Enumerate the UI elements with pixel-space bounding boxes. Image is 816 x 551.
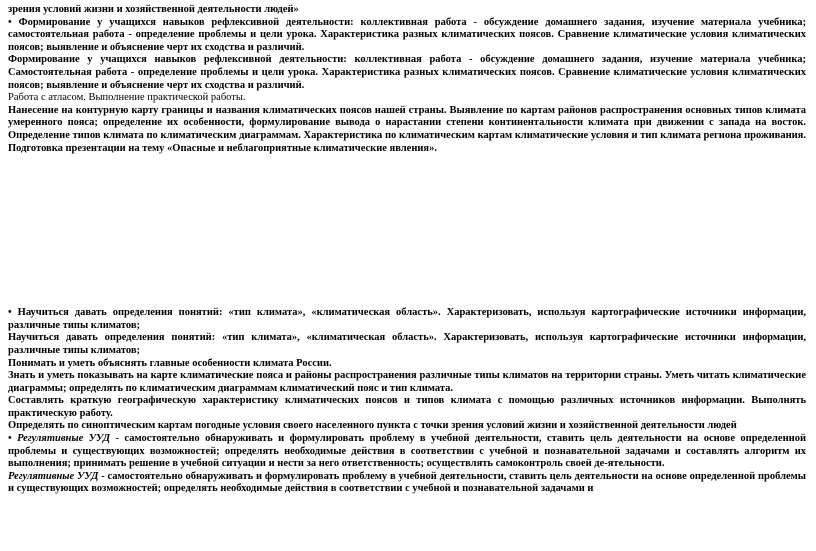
paragraph-text: Формирование у учащихся навыков рефлексивной деятельности: коллективная работа - обсуждение домашнего задания, изучение материала учебника; самостоятельная работа - определение проблемы и цели урока. Характеристика разных климатических поясов.	[8, 16, 807, 41]
paragraph-regulyativnye-uud-2	[8, 471, 806, 496]
paragraph-rabota-s-atlasom	[8, 92, 806, 105]
paragraph-text: Нанесение на контурную карту границы и названия климатических поясов нашей страны. Выявление по картам районов распространения основных типов климата умеренного пояса; определение их особенности, формулирование вывода о нарастании степени континентальности климата при движении с запада на восток. Определение типов климата по климатическим диаграммам. Характеристика по климатическим картам климатические условия и тип климата региона проживания. Подготовка презентации на тему «Опасные и неблагоприятные климатические явления».	[8, 104, 806, 154]
paragraph-text: - самостоятельно обнаруживать и формулировать проблему в учебной деятельности, ставить цель деятельности на основе определенной проблемы и существующих возможностей; определять необходимые действия в соответствии с учебной и познавательной задачами и составлять алгоритм их выполнения; принимать решение в учебной ситуации и нести за него ответственность; осуществлять самоконтроль своей де-ятельности.	[8, 433, 806, 470]
paragraph-ponimat	[8, 358, 806, 371]
paragraph-text: Научиться давать определения понятий: «тип климата», «климатическая область». Характеризовать, используя картографические источники информации, различные типы климатов;	[8, 332, 806, 356]
paragraph-text: Научиться давать определения понятий: «тип климата», «климатическая область». Характеризовать, используя картографические источники информации, различные типы климатов;	[8, 307, 806, 331]
paragraph-znat-i-umet	[8, 370, 806, 395]
paragraph-opredelyat	[8, 420, 806, 433]
paragraph-text-emphasis: Сравнение климатические условия климатических поясов; выявление и объяснение черт их сходства и различий.	[8, 29, 807, 53]
paragraph-regulyativnye-uud-1	[8, 433, 806, 471]
paragraph-nanesenie-na-kartu	[8, 105, 806, 155]
paragraph-text: Определять по синоптическим картам погодные условия своего населенного пункта с точки зрения условий жизни и хозяйственной деятельности людей	[8, 420, 737, 432]
paragraph-nauchitsya-2	[8, 332, 806, 357]
paragraph-text: - самостоятельно обнаруживать и формулировать проблему в учебной деятельности, ставить цель деятельности на основе определенной проблемы и существующих возможностей; определять необходимые действия в соответствии с учебной и познавательной задачами и	[8, 470, 806, 495]
paragraph-sostavlyat	[8, 395, 806, 420]
paragraph-text: Работа с атласом. Выполнение практической работы.	[8, 92, 246, 104]
blank-spacer	[8, 155, 806, 307]
paragraph-text: Составлять краткую географическую характеристику климатических поясов и типов климата с помощью различных источников информации. Выполнять практическую работу.	[8, 395, 806, 419]
bullet-marker: •	[8, 307, 12, 319]
paragraph-text: Понимать и уметь объяснять главные особенности климата России.	[8, 357, 332, 369]
paragraph-formirovanie-1	[8, 17, 806, 55]
bullet-marker: •	[8, 433, 12, 445]
paragraph-formirovanie-2	[8, 54, 806, 92]
paragraph-text: Формирование у учащихся навыков рефлексивной деятельности: коллективная работа - обсуждение домашнего задания, изучение материала учебника; Самостоятельная работа - определение проблемы и цели урока. Характеристика разных климатических поясов.	[8, 54, 806, 78]
bullet-marker: •	[8, 16, 12, 28]
paragraph-text: Знать и уметь показывать на карте климатические пояса и районы распространения различные типы климатов на территории страны. Уметь читать климатические диаграммы; определять по климатическим диаграммам климатический пояс и тип климата.	[8, 370, 806, 394]
term-regulyativnye-uud: Регулятивные УУД	[17, 433, 111, 445]
term-regulyativnye-uud: Регулятивные УУД	[8, 470, 99, 482]
paragraph-text-emphasis: Сравнение климатические условия климатических поясов; выявление и объяснение черт их сходства и различий.	[8, 66, 806, 91]
top-heading: зрения условий жизни и хозяйственной деятельности людей»	[8, 4, 299, 15]
paragraph-nauchitsya-1	[8, 307, 806, 332]
